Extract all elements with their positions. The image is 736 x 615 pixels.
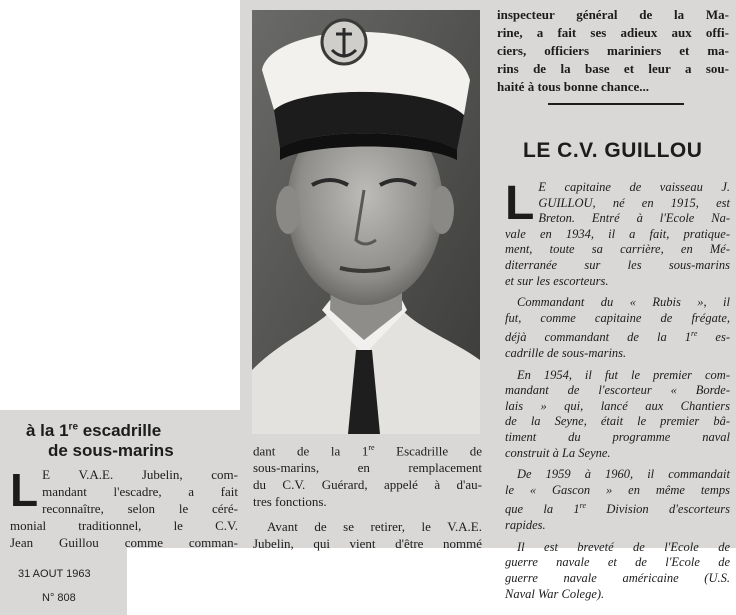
left-line-4: monial traditionnel, le C.V. bbox=[10, 518, 238, 533]
left-headline-line1 bbox=[26, 421, 161, 441]
left-line-3: reconnaître, selon le céré- bbox=[42, 501, 238, 516]
officer-photo bbox=[252, 10, 480, 434]
left-headline-prefix: à la 1 bbox=[26, 421, 69, 440]
right-top-line-5: haité à tous bonne chance... bbox=[497, 79, 650, 94]
middle-line-4: tres fonctions. bbox=[253, 494, 327, 510]
middle-line-1 bbox=[253, 439, 482, 459]
right-p3-line-2: mandant de l'escorteur « Borde- bbox=[505, 383, 730, 398]
middle-line1-prefix: dant de la 1 bbox=[253, 443, 369, 459]
middle-para2-line-2: Jubelin, qui vient d'être nommé bbox=[253, 536, 482, 552]
right-p1-line-4: vale en 1934, il a fait, pratique- bbox=[505, 226, 730, 241]
right-top-line-3: ciers, officiers mariniers et ma- bbox=[497, 43, 729, 58]
right-p2-line-3 bbox=[505, 326, 730, 346]
middle-para2-line-1: Avant de se retirer, le V.A.E. bbox=[267, 519, 482, 535]
right-p1-line-5: ment, toute sa carrière, en Mé- bbox=[505, 242, 730, 257]
right-p4-sup: re bbox=[579, 501, 587, 511]
right-p1-line-1: E capitaine de vaisseau J. bbox=[538, 180, 730, 194]
left-article-body bbox=[10, 466, 238, 551]
right-p3-line-4: de la Seyne, était le premier bâ- bbox=[505, 414, 730, 429]
right-p4-line-4: rapides. bbox=[505, 518, 546, 533]
right-p1-line-6: diterranée sur les sous-marins bbox=[505, 257, 730, 272]
stamp-number: N° 808 bbox=[42, 592, 76, 604]
section-divider bbox=[548, 103, 684, 105]
right-p5-line-4: Naval War Colege). bbox=[505, 586, 605, 601]
right-dropcap: L bbox=[505, 177, 535, 230]
right-top-text bbox=[497, 6, 729, 96]
left-line-1: E V.A.E. Jubelin, com- bbox=[42, 467, 238, 482]
right-headline: LE C.V. GUILLOU bbox=[523, 139, 703, 162]
right-p2-tail: es- bbox=[697, 330, 731, 345]
left-headline-sup: re bbox=[68, 421, 78, 433]
right-top-line-4: rins de la base et leur a sou- bbox=[497, 61, 729, 76]
left-line-5: Jean Guillou comme comman- bbox=[10, 535, 238, 550]
stamp-background bbox=[0, 548, 127, 615]
right-p4-line3-text: que la 1 bbox=[505, 502, 580, 517]
right-p3-line-5: timent du programme naval bbox=[505, 430, 730, 445]
right-p5-line-1: Il est breveté de l'Ecole de bbox=[517, 539, 730, 554]
right-p2-line-1: Commandant du « Rubis », il bbox=[517, 295, 730, 310]
right-p4-line-3 bbox=[505, 498, 730, 518]
middle-line1-sup: re bbox=[368, 443, 375, 452]
right-p5-line-3: guerre navale américaine (U.S. bbox=[505, 570, 730, 585]
right-p3-line-1: En 1954, il fut le premier com- bbox=[517, 367, 730, 382]
right-p3-line-6: construit à La Seyne. bbox=[505, 445, 611, 460]
right-top-line-1: inspecteur général de la Ma- bbox=[497, 7, 729, 22]
right-p3-line-3: lais » qui, lancé aux Chantiers bbox=[505, 398, 730, 413]
right-p1-line-7: et sur les escorteurs. bbox=[505, 273, 609, 288]
right-top-line-2: rine, a fait ses adieux aux offi- bbox=[497, 25, 729, 40]
right-p4-tail: Division d'escorteurs bbox=[586, 502, 730, 517]
right-p1-line-2: GUILLOU, né en 1915, est bbox=[538, 195, 730, 210]
middle-line1-suffix: Escadrille de bbox=[374, 443, 482, 459]
left-dropcap: L bbox=[10, 464, 39, 516]
officer-portrait-image bbox=[252, 10, 480, 434]
right-p4-line-2: le « Gascon » en même temps bbox=[505, 482, 730, 497]
right-p4-line-1: De 1959 à 1960, il commandait bbox=[517, 467, 730, 482]
middle-line-3: du C.V. Guérard, appelé à d'au- bbox=[253, 477, 482, 493]
right-p2-line3-text: déjà commandant de la 1 bbox=[505, 330, 692, 345]
middle-line-2: sous-marins, en remplacement bbox=[253, 460, 482, 476]
left-headline-suffix: escadrille bbox=[78, 421, 162, 440]
middle-column bbox=[253, 439, 482, 552]
right-p2-line-4: cadrille de sous-marins. bbox=[505, 346, 627, 361]
right-p2-sup: re bbox=[691, 329, 698, 339]
right-p1-line-3: Breton. Entré à l'Ecole Na- bbox=[538, 211, 730, 226]
right-p5-line-2: guerre navale et de l'Ecole de bbox=[505, 555, 730, 570]
left-line-2: mandant l'escadre, a fait bbox=[42, 484, 238, 499]
stamp-date: 31 AOUT 1963 bbox=[18, 568, 91, 580]
left-headline-line2: de sous-marins bbox=[48, 441, 174, 460]
right-article-body bbox=[505, 177, 731, 602]
right-p2-line-2: fut, comme capitaine de frégate, bbox=[505, 310, 730, 325]
